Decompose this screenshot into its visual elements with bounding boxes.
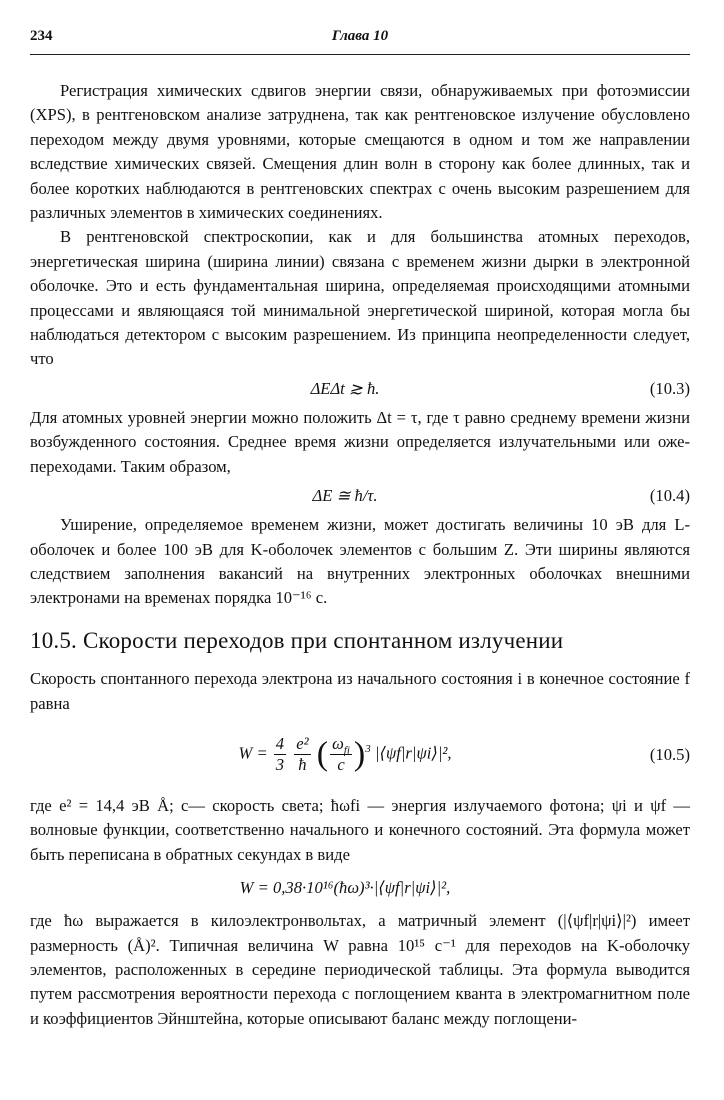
eq5-lhs: W =: [238, 743, 268, 763]
chapter-title: Глава 10: [331, 28, 389, 44]
equation-10-4: [30, 479, 690, 513]
paragraph-4: Уширение, определяемое временем жизни, может достигать величины 10 эВ для L-оболочек и более 100 эВ для K-оболочек элементов с большим Z. Эти ширины являются следствием заполнения вакансий на внутренних электронных оболочках внешними электронами на временах порядка 10⁻¹⁶ с.: [30, 515, 690, 608]
equation-10-4-body: ΔE ≅ ħ/τ.: [312, 485, 378, 505]
equation-10-5: [30, 716, 690, 794]
eq5-left-paren: (: [316, 735, 329, 773]
paragraph-5: Скорость спонтанного перехода электрона из начального состояния i в конечное состояние f равна: [30, 669, 690, 713]
running-header: [30, 28, 690, 52]
eq5-coef-fraction: [274, 734, 286, 775]
equation-10-3-body: ΔEΔt ≳ ħ.: [310, 378, 380, 398]
header-rule: [30, 54, 690, 55]
paragraph-2: В рентгеновской спектроскопии, как и для большинства атомных переходов, энергетическая ширина (ширина линии) связана с временем жизни дырки в электронной оболочке. Это и есть фундаментальная ширина, определяемая происходящими атомными процессами и являющаяся той минимальной энергетической шириной, которая могла бы наблюдаться детектором с высоким разрешением. Из принципа неопределенности следует, что: [30, 227, 690, 369]
equation-10-4-number: (10.4): [649, 485, 690, 505]
eq5-hbar-den: ħ: [298, 755, 307, 775]
equation-10-3: [30, 372, 690, 406]
eq5-matrix: |⟨ψf|r|ψi⟩|²,: [374, 743, 452, 763]
eq5-omega-fraction: [330, 734, 352, 775]
eq5-coef-num: 4: [275, 734, 285, 754]
page-body: [30, 79, 690, 1031]
equation-10-5-number: (10.5): [649, 744, 690, 764]
eq5-power: 3: [365, 743, 371, 756]
document-page: [30, 28, 690, 1031]
paragraph-7: где ħω выражается в килоэлектронвольтах, а матричный элемент (|⟨ψf|r|ψi⟩|²) имеет размерность (Å)². Типичная величина W равна 10¹⁵ с⁻¹ для переходов на K-оболочку элементов, расположенных в середине периодической таблицы. Эта формула выводится путем рассмотрения вероятности перехода с поглощением кванта в электромагнитном поле и коэффициентов Эйнштейна, которые описывают баланс между поглощени-: [30, 911, 690, 1028]
section-title: 10.5. Скорости переходов при спонтанном излучении: [30, 627, 564, 653]
eq5-e2-fraction: [294, 734, 310, 775]
paragraph-3: Для атомных уровней энергии можно положить Δt = τ, где τ равно среднему времени жизни возбужденного состояния. Среднее время жизни определяется излучательными или оже-переходами. Таким образом,: [30, 407, 690, 476]
eq5-coef-den: 3: [275, 755, 285, 775]
eq5-right-paren: ): [353, 735, 366, 773]
equation-10-5-body: [30, 734, 620, 775]
equation-rate: [30, 867, 690, 909]
paragraph-6: где e² = 14,4 эВ Å; c— скорость света; ħωfi — энергия излучаемого фотона; ψi и ψf — волновые функции, соответственно начального и конечного состояний. Эта формула может быть переписана в обратных секундах в виде: [30, 795, 690, 864]
equation-10-3-number: (10.3): [649, 378, 690, 398]
eq5-omega-num: $\omega_{fi}$: [332, 734, 350, 757]
eq5-c-den: c: [337, 755, 345, 775]
page-number: 234: [30, 28, 53, 44]
eq5-e2-num: e²: [296, 734, 309, 754]
paragraph-1: Регистрация химических сдвигов энергии связи, обнаруживаемых при фотоэмиссии (XPS), в рентгеновском анализе затруднена, так как рентгеновское излучение обусловлено переходом между двумя уровнями, которые смещаются в одном и том же направлении вследствие химических связей. Смещения длин волн в сторону как более длинных, так и более коротких наблюдаются в рентгеновских спектрах с очень высоким разрешением для различных элементов в химических соединениях.: [30, 81, 690, 223]
equation-rate-body: W = 0,38·10¹⁶(ħω)³·|⟨ψf|r|ψi⟩|²,: [239, 877, 451, 897]
